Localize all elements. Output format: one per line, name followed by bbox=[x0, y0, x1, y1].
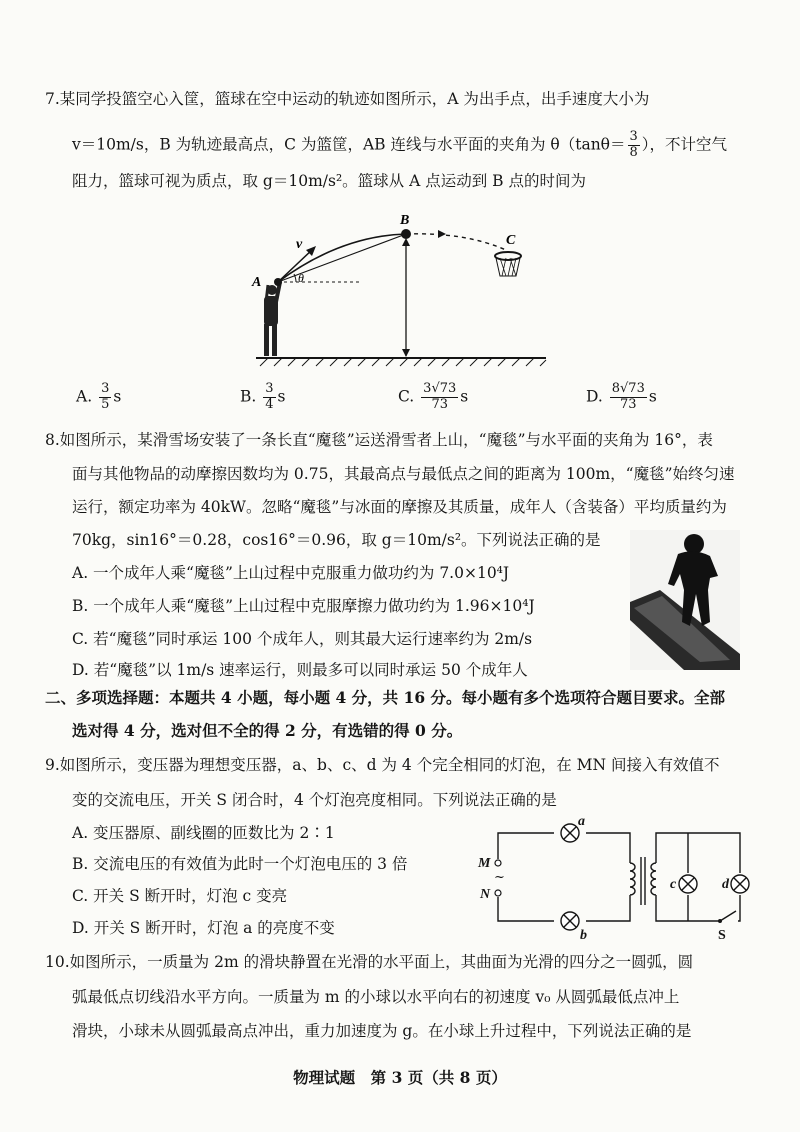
q8-option-a[interactable]: A. 一个成年人乘“魔毯”上山过程中克服重力做功约为 7.0×10⁴J bbox=[72, 564, 510, 582]
ground-hatching bbox=[260, 358, 546, 366]
tan-numerator: 3 bbox=[629, 129, 638, 144]
q10-stem-line2: 弧最低点切线沿水平方向。一质量为 m 的小球以水平向右的初速度 v₀ 从圆弧最低点冲上 bbox=[72, 988, 680, 1006]
label-N: N bbox=[480, 887, 491, 902]
q8-stem-line2: 面与其他物品的动摩擦因数均为 0.75，其最高点与最低点之间的距离为 100m，“魔毯”始终匀速 bbox=[72, 465, 735, 483]
q7-option-b[interactable] bbox=[240, 382, 286, 413]
lamp-c bbox=[679, 875, 697, 893]
secondary-coil bbox=[651, 863, 656, 899]
denominator: 4 bbox=[265, 396, 274, 412]
q8-option-d[interactable]: D. 若“魔毯”以 1m/s 速率运行，则最多可以同时承运 50 个成年人 bbox=[72, 661, 528, 679]
q8-stem-line3: 运行，额定功率为 40kW。忽略“魔毯”与冰面的摩擦及其质量，成年人（含装备）平均质量约为 bbox=[72, 498, 727, 516]
q7-stem-line3: 阻力，篮球可视为质点，取 g＝10m/s²。篮球从 A 点运动到 B 点的时间为 bbox=[72, 172, 586, 190]
player-silhouette bbox=[264, 282, 280, 356]
lamp-a bbox=[561, 824, 579, 842]
label-a: a bbox=[578, 815, 585, 829]
option-fraction bbox=[263, 382, 275, 413]
switch-blade bbox=[720, 911, 736, 921]
trajectory-dashed bbox=[406, 234, 506, 250]
magic-carpet-photo bbox=[630, 530, 740, 670]
option-letter: B. bbox=[240, 387, 257, 406]
q8-stem-line4: 70kg，sin16°＝0.28，cos16°＝0.96，取 g＝10m/s²。下列说法正确的是 bbox=[72, 531, 601, 549]
lamp-b bbox=[561, 912, 579, 930]
q7-stem-line2b: ），不计空气 bbox=[641, 135, 728, 154]
option-fraction bbox=[610, 382, 647, 413]
q9-option-b[interactable]: B. 交流电压的有效值为此时一个灯泡电压的 3 倍 bbox=[72, 855, 408, 873]
denominator: 73 bbox=[431, 396, 448, 412]
page-footer: 物理试题 第 3 页（共 8 页） bbox=[293, 1068, 507, 1087]
option-letter: C. bbox=[398, 387, 415, 406]
basket-hoop bbox=[495, 252, 521, 276]
primary-coil bbox=[630, 863, 635, 899]
q7-stem-line2a: v＝10m/s，B 为轨迹最高点，C 为篮筐，AB 连线与水平面的夹角为 θ（tanθ＝ bbox=[72, 135, 626, 154]
denominator: 5 bbox=[101, 396, 110, 412]
ball-at-B bbox=[401, 229, 411, 239]
label-A: A bbox=[252, 275, 262, 290]
q7-option-c[interactable] bbox=[398, 382, 468, 413]
numerator: 3 bbox=[265, 381, 274, 396]
q9-stem-line2: 变的交流电压，开关 S 闭合时，4 个灯泡亮度相同。下列说法正确的是 bbox=[72, 791, 557, 809]
basketball-trajectory-figure bbox=[250, 210, 550, 370]
label-B: B bbox=[400, 213, 410, 228]
option-fraction bbox=[421, 382, 458, 413]
q9-option-a[interactable]: A. 变压器原、副线圈的匝数比为 2∶1 bbox=[72, 824, 335, 842]
unit: s bbox=[113, 387, 122, 406]
q8-stem-line1: 8.如图所示，某滑雪场安装了一条长直“魔毯”运送滑雪者上山，“魔毯”与水平面的夹角为 16°，表 bbox=[45, 431, 713, 449]
q7-stem-line1: 7.某同学投篮空心入筐，篮球在空中运动的轨迹如图所示，A 为出手点，出手速度大小为 bbox=[45, 90, 650, 108]
height-arrow-top bbox=[402, 238, 410, 246]
q9-option-d[interactable]: D. 开关 S 断开时，灯泡 a 的亮度不变 bbox=[72, 919, 335, 937]
numerator: 8√73 bbox=[611, 381, 645, 396]
label-d: d bbox=[722, 877, 729, 892]
unit: s bbox=[648, 387, 657, 406]
transformer-circuit bbox=[470, 815, 760, 945]
q10-stem-line3: 滑块，小球未从圆弧最高点冲出，重力加速度为 g。在小球上升过程中，下列说法正确的是 bbox=[72, 1022, 692, 1040]
primary-bottom-left-wire bbox=[498, 897, 554, 921]
option-letter: A. bbox=[76, 387, 93, 406]
denominator: 73 bbox=[620, 396, 637, 412]
option-fraction bbox=[99, 382, 111, 413]
primary-top-right-wire bbox=[586, 833, 630, 863]
q9-stem-line1: 9.如图所示，变压器为理想变压器，a、b、c、d 为 4 个完全相同的灯泡，在 MN 间接入有效值不 bbox=[45, 756, 720, 774]
numerator: 3 bbox=[101, 381, 110, 396]
velocity-arrow bbox=[278, 248, 314, 282]
option-letter: D. bbox=[586, 387, 603, 406]
numerator: 3√73 bbox=[423, 381, 457, 396]
section2-heading-line1: 二、多项选择题：本题共 4 小题，每小题 4 分，共 16 分。每小题有多个选项符合题目要求。全部 bbox=[45, 688, 726, 707]
ac-symbol: ~ bbox=[494, 870, 505, 885]
secondary-top-wire bbox=[656, 833, 740, 873]
height-arrow-bottom bbox=[402, 349, 410, 357]
tan-fraction bbox=[628, 130, 640, 161]
tan-denominator: 8 bbox=[629, 144, 638, 160]
label-c: c bbox=[670, 877, 677, 892]
q7-option-d[interactable] bbox=[586, 382, 657, 413]
terminal-N bbox=[495, 890, 501, 896]
label-C: C bbox=[506, 233, 516, 248]
unit: s bbox=[277, 387, 286, 406]
q8-option-c[interactable]: C. 若“魔毯”同时承运 100 个成年人，则其最大运行速率约为 2m/s bbox=[72, 630, 533, 648]
secondary-right-bottom bbox=[738, 895, 740, 921]
primary-bottom-right-wire bbox=[586, 899, 630, 921]
q8-option-b[interactable]: B. 一个成年人乘“魔毯”上山过程中克服摩擦力做功约为 1.96×10⁴J bbox=[72, 597, 535, 615]
primary-top-left-wire bbox=[498, 833, 554, 859]
lamp-d bbox=[731, 875, 749, 893]
q10-stem-line1: 10.如图所示，一质量为 2m 的滑块静置在光滑的水平面上，其曲面为光滑的四分之一圆弧，圆 bbox=[45, 953, 694, 971]
label-S: S bbox=[718, 928, 726, 943]
direction-arrow bbox=[438, 230, 446, 238]
terminal-M bbox=[495, 860, 501, 866]
section2-heading-line2: 选对得 4 分，选对但不全的得 2 分，有选错的得 0 分。 bbox=[72, 721, 463, 740]
label-v: v bbox=[296, 237, 303, 252]
label-M: M bbox=[478, 856, 491, 871]
label-b: b bbox=[580, 928, 587, 943]
q9-option-c[interactable]: C. 开关 S 断开时，灯泡 c 变亮 bbox=[72, 887, 288, 905]
q7-stem-line2 bbox=[72, 130, 727, 161]
label-theta: θ bbox=[298, 271, 304, 285]
unit: s bbox=[460, 387, 469, 406]
q7-option-a[interactable] bbox=[76, 382, 121, 413]
switch-pivot bbox=[718, 919, 722, 923]
